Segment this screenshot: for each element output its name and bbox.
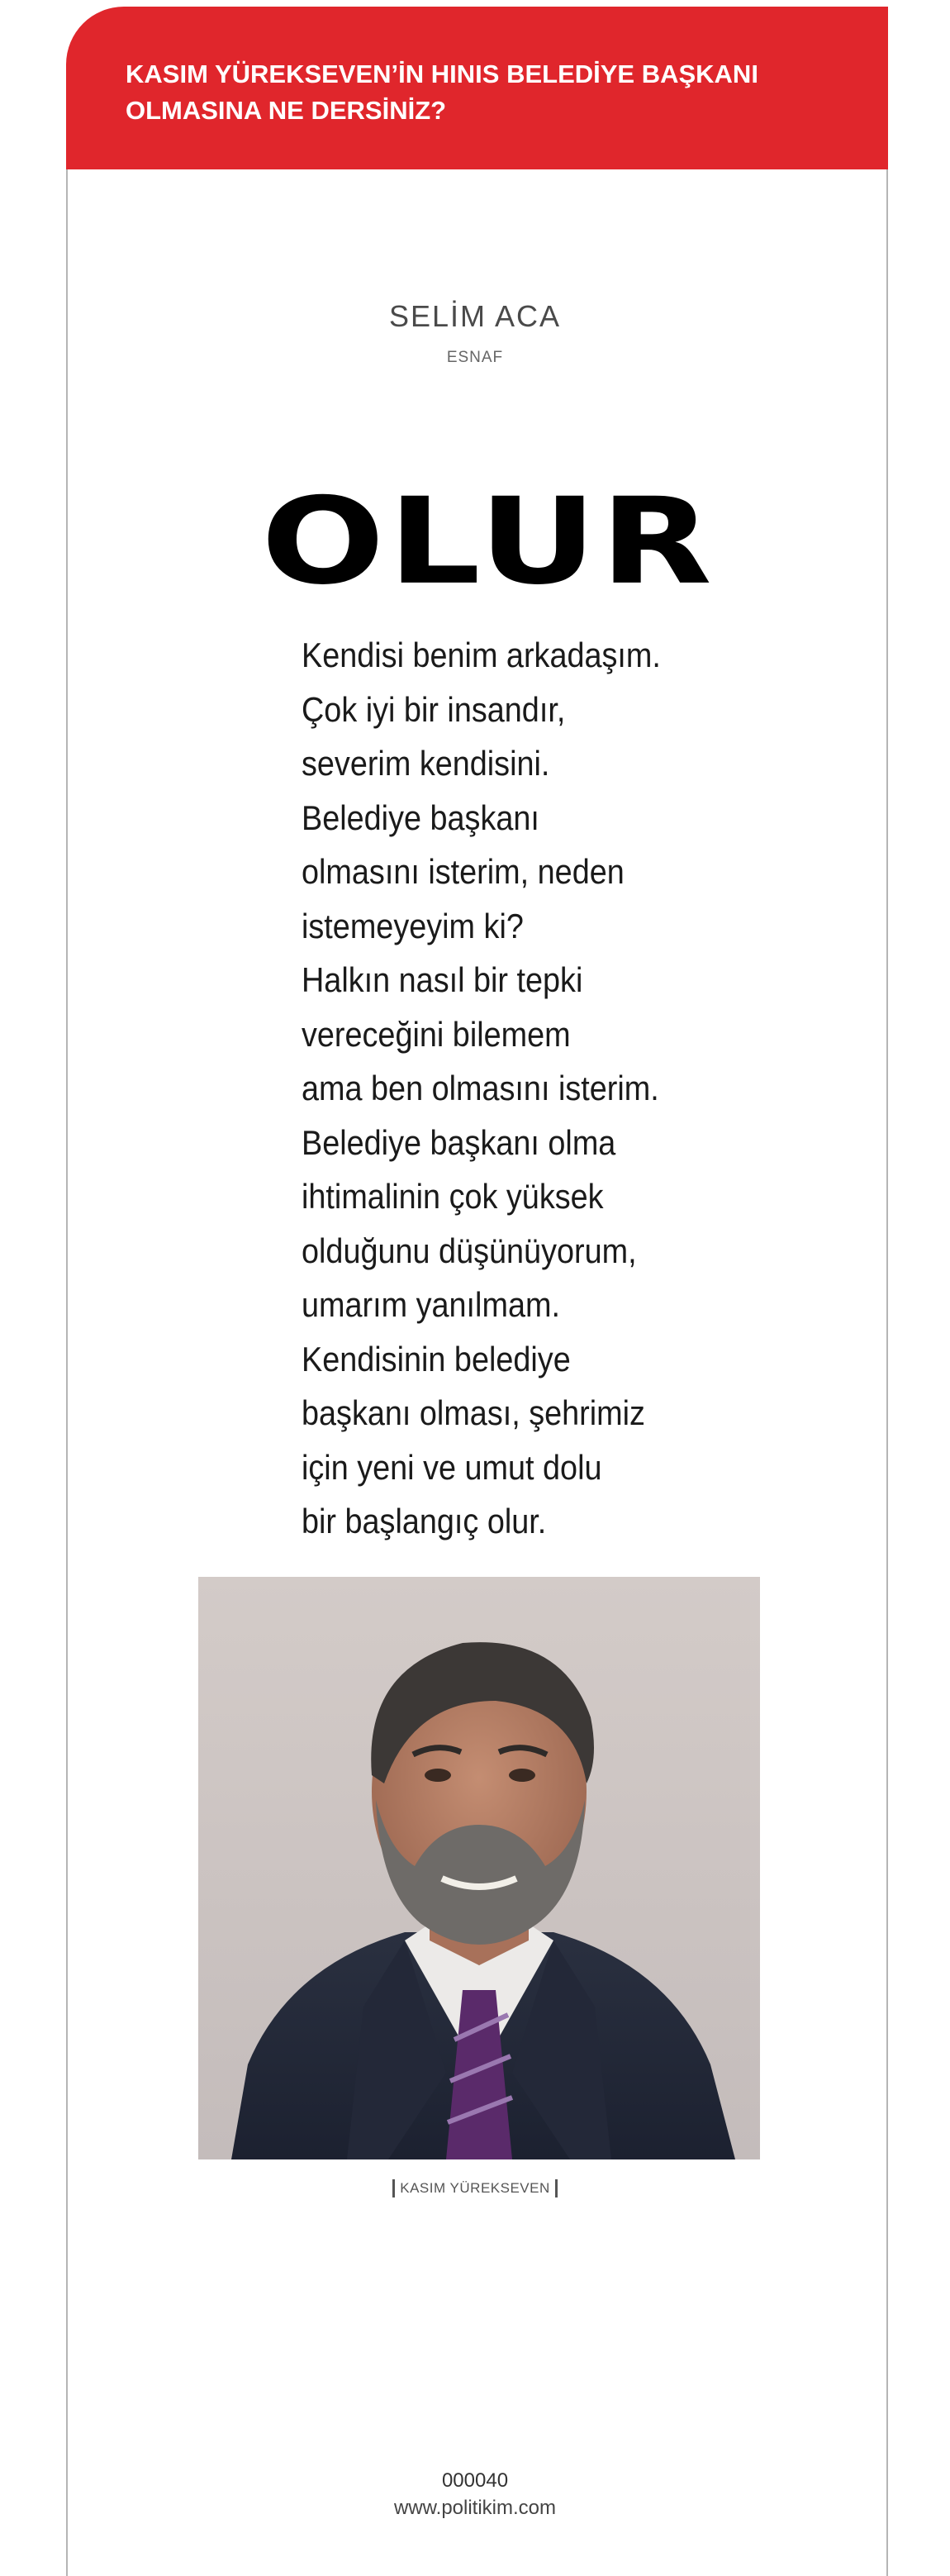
frame-left-border	[66, 169, 68, 2576]
quote-line: Kendisi benim arkadaşım.	[302, 636, 661, 674]
quote-line: başkanı olması, şehrimiz	[302, 1393, 645, 1432]
website-url: www.politikim.com	[393, 2497, 557, 2519]
quote-line: bir başlangıç olur.	[302, 1502, 547, 1540]
quote-line: ama ben olmasını isterim.	[302, 1069, 659, 1107]
interviewee-role: ESNAF	[446, 349, 504, 366]
quote-line: vereceğini bilemem	[302, 1014, 571, 1054]
quote-line: ihtimalinin çok yüksek	[302, 1177, 604, 1216]
caption-divider	[392, 2179, 395, 2197]
page-title-line-2: OLMASINA NE DERSİNİZ?	[126, 96, 447, 125]
photo-caption	[0, 2179, 950, 2197]
page-code: 000040	[441, 2469, 509, 2492]
quote-line: olduğunu düşünüyorum,	[302, 1231, 637, 1270]
quote-line: Belediye başkanı	[302, 798, 539, 837]
quote-line: için yeni ve umut dolu	[302, 1447, 602, 1487]
quote-line: Belediye başkanı olma	[302, 1122, 616, 1162]
quote-line: olmasını isterim, neden	[302, 852, 625, 891]
quote-line: Halkın nasıl bir tepki	[302, 960, 583, 999]
page-title	[126, 56, 869, 129]
quote-line: istemeyeyim ki?	[302, 906, 524, 945]
answer-heading: OLUR	[261, 472, 715, 612]
portrait-photo	[198, 1577, 760, 2159]
quote-line: severim kendisini.	[302, 744, 550, 783]
page-title-line-1: KASIM YÜREKSEVEN’İN HINIS BELEDİYE BAŞKANI	[126, 60, 758, 88]
quote-text	[302, 628, 764, 1549]
frame-right-border	[886, 169, 888, 2576]
interviewee-name: SELİM ACA	[388, 299, 562, 333]
caption-divider	[555, 2179, 558, 2197]
quote-line: Çok iyi bir insandır,	[302, 689, 566, 729]
quote-line: Kendisinin belediye	[302, 1339, 571, 1378]
header-banner	[66, 7, 888, 169]
photo-caption-text: KASIM YÜREKSEVEN	[400, 2180, 550, 2196]
quote-line: umarım yanılmam.	[302, 1285, 560, 1324]
